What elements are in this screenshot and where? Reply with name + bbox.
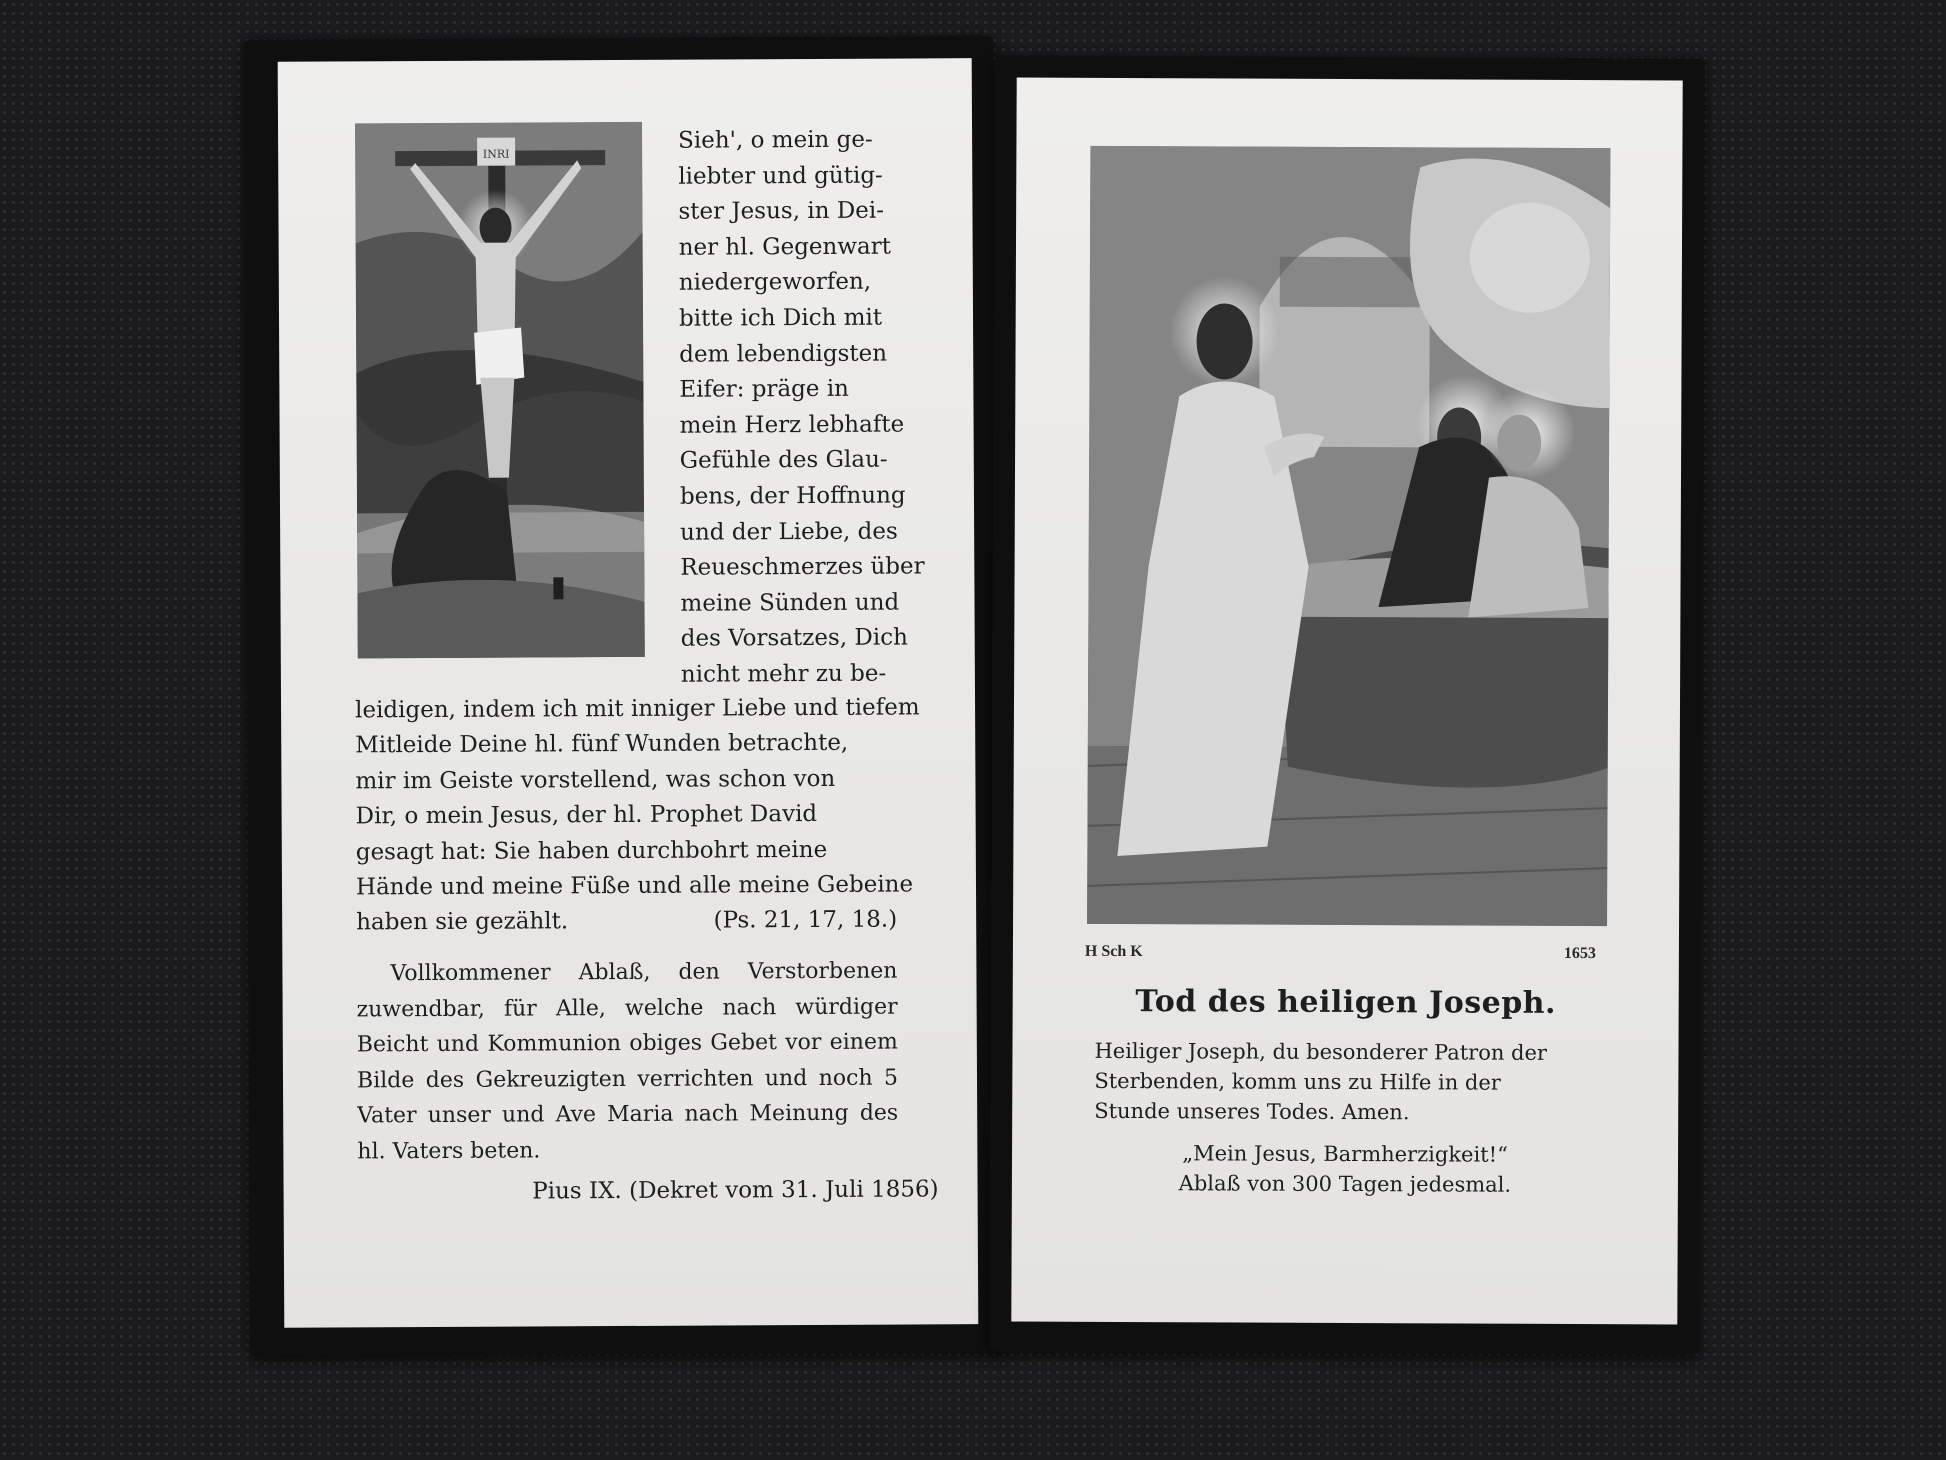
prayer-line: Hände und meine Füße und alle meine Gebeine <box>355 871 914 901</box>
prayer-line: leidigen, indem ich mit inniger Liebe und tiefem <box>355 694 920 724</box>
prayer-continuation-text <box>355 691 920 942</box>
joseph-prayer-text <box>1094 1036 1589 1128</box>
prayer-line: ner hl. Gegenwart <box>678 233 892 261</box>
indulgence-text: Vollkommener Ablaß, den Verstorbenen zuwendbar, für Alle, welche nach würdiger Beicht und Kommunion obiges Gebet vor einem Bilde des Gekreuzigten verrichten und noch 5 Vater unser und Ave Maria nach Meinung des hl. Vaters beten. <box>356 958 899 1164</box>
prayer-last-line <box>356 903 897 941</box>
prayer-line: Dir, o mein Jesus, der hl. Prophet David <box>355 801 818 830</box>
joseph-prayer-line: Heiliger Joseph, du besonderer Patron der <box>1094 1038 1548 1065</box>
prayer-line: ster Jesus, in Dei- <box>678 197 885 225</box>
prayer-line: niedergeworfen, <box>678 269 872 297</box>
decree-signature: Pius IX. (Dekret vom 31. Juli 1856) <box>532 1176 939 1205</box>
prayer-line: bitte ich Dich mit <box>678 304 883 332</box>
prayer-line: und der Liebe, des <box>680 518 898 546</box>
prayer-line: liebter und gütig- <box>678 162 883 190</box>
prayer-line-text: haben sie gezählt. <box>356 908 569 936</box>
prayer-line: dem lebendigsten <box>679 340 888 368</box>
left-card-paper <box>278 58 979 1328</box>
crucifixion-image <box>355 122 645 658</box>
prayer-line: Reueschmerzes über <box>680 553 925 581</box>
right-card-paper <box>1011 78 1682 1325</box>
card-title: Tod des heiligen Joseph. <box>1135 984 1557 1021</box>
ejaculation-prayer: „Mein Jesus, Barmherzigkeit!“ <box>1182 1141 1508 1167</box>
joseph-prayer-line: Sterbenden, komm uns zu Hilfe in der <box>1094 1068 1501 1095</box>
ejaculation-block <box>1072 1138 1618 1200</box>
prayer-column-text <box>678 123 925 694</box>
prayer-line: mir im Geiste vorstellend, was schon von <box>355 765 836 795</box>
left-card <box>244 36 1001 1356</box>
prayer-line: Sieh', o mein ge- <box>678 126 873 154</box>
prayer-line: mein Herz lebhafte <box>679 411 905 439</box>
prayer-line: nicht mehr zu be- <box>680 660 887 688</box>
death-of-joseph-image <box>1087 146 1610 926</box>
prayer-line: Eifer: präge in <box>679 375 850 403</box>
right-card <box>989 55 1705 1354</box>
prayer-line: Mitleide Deine hl. fünf Wunden betrachte, <box>355 730 849 759</box>
prayer-line: des Vorsatzes, Dich <box>680 624 908 653</box>
joseph-prayer-line: Stunde unseres Todes. Amen. <box>1094 1098 1410 1125</box>
catalog-number: 1653 <box>1563 944 1596 963</box>
prayer-line: gesagt hat: Sie haben durchbohrt meine <box>355 836 828 866</box>
psalm-reference: (Ps. 21, 17, 18.) <box>713 906 898 934</box>
prayer-line: bens, der Hoffnung <box>679 482 906 510</box>
prayer-line: meine Sünden und <box>680 589 900 617</box>
prayer-line: Gefühle des Glau- <box>679 446 888 475</box>
ejaculation-indulgence: Ablaß von 300 Tagen jedesmal. <box>1178 1171 1512 1197</box>
inri-inscription: INRI <box>482 147 510 161</box>
publisher-imprint: H Sch K <box>1084 942 1143 961</box>
